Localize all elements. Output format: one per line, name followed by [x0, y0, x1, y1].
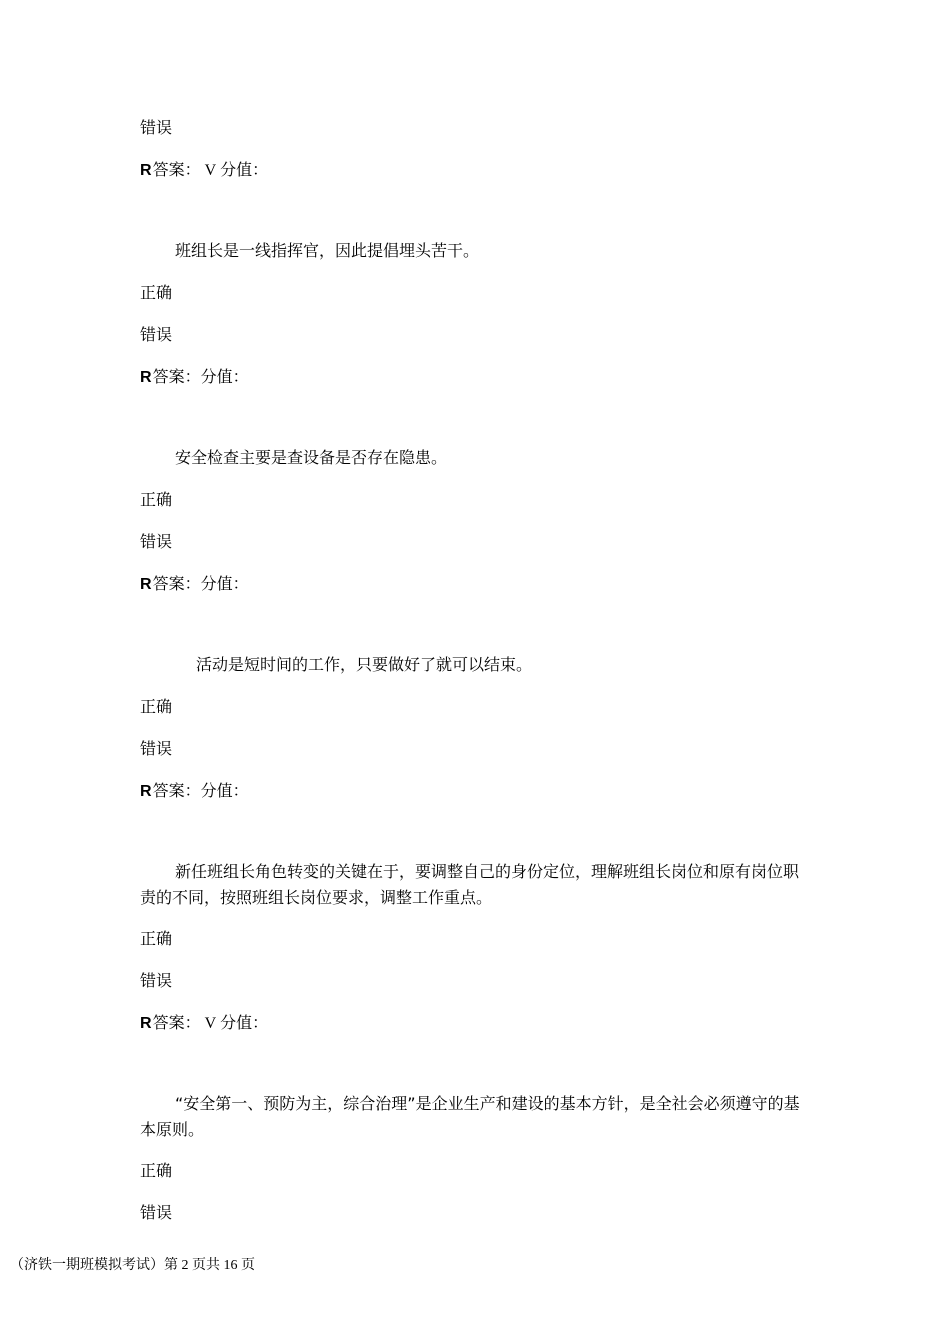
page-footer: （济铁一期班模拟考试）第 2 页共 16 页 — [10, 1258, 255, 1273]
question-stem: 新任班组长角色转变的关键在于，要调整自己的身份定位，理解班组长岗位和原有岗位职责的不同，按照班组长岗位要求，调整工作重点。 — [140, 862, 800, 907]
score-label: 分值： — [200, 367, 249, 386]
option-wrong: 错误 — [140, 971, 173, 990]
answer-line — [140, 367, 249, 388]
answer-label: 答案： — [152, 367, 201, 386]
option-wrong: 错误 — [140, 118, 173, 137]
answer-line — [140, 1013, 268, 1034]
answer-line — [140, 781, 249, 802]
answer-label: 答案： — [152, 160, 201, 179]
question-stem: 班组长是一线指挥官，因此提倡埋头苦干。 — [175, 241, 480, 260]
answer-r-marker: R — [140, 1015, 152, 1032]
option-correct: 正确 — [140, 1161, 173, 1180]
answer-line — [140, 160, 268, 181]
answer-label: 答案： — [152, 574, 201, 593]
option-wrong: 错误 — [140, 1203, 173, 1222]
question-stem: 安全检查主要是查设备是否存在隐患。 — [175, 448, 448, 467]
answer-value: V — [204, 162, 217, 179]
answer-r-marker: R — [140, 783, 152, 800]
answer-r-marker: R — [140, 369, 152, 386]
answer-r-marker: R — [140, 576, 152, 593]
score-label: 分值： — [200, 781, 249, 800]
answer-label: 答案： — [152, 781, 201, 800]
score-label: 分值： — [220, 1013, 269, 1032]
answer-label: 答案： — [152, 1013, 201, 1032]
option-wrong: 错误 — [140, 739, 173, 758]
option-wrong: 错误 — [140, 532, 173, 551]
option-wrong: 错误 — [140, 325, 173, 344]
score-label: 分值： — [200, 574, 249, 593]
answer-value: V — [204, 1015, 217, 1032]
question-stem: “安全第一、预防为主，综合治理”是企业生产和建设的基本方针，是全社会必须遵守的基本原则。 — [140, 1094, 800, 1139]
option-correct: 正确 — [140, 283, 173, 302]
score-label: 分值： — [220, 160, 269, 179]
answer-r-marker: R — [140, 162, 152, 179]
answer-line — [140, 574, 249, 595]
option-correct: 正确 — [140, 697, 173, 716]
question-stem: 活动是短时间的工作，只要做好了就可以结束。 — [196, 655, 533, 674]
option-correct: 正确 — [140, 929, 173, 948]
option-correct: 正确 — [140, 490, 173, 509]
